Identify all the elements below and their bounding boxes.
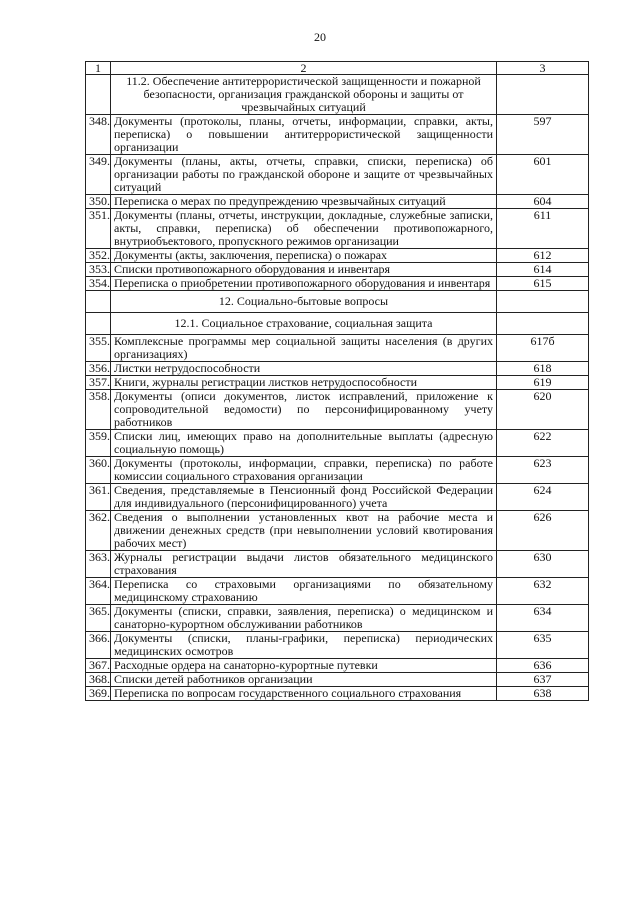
row-text: Комплексные программы мер социальной защиты населения (в других организациях) bbox=[111, 335, 497, 362]
row-reference: 638 bbox=[497, 687, 589, 701]
row-reference: 611 bbox=[497, 209, 589, 249]
row-reference: 624 bbox=[497, 484, 589, 511]
table-row bbox=[86, 551, 589, 578]
header-col-3: 3 bbox=[497, 62, 589, 75]
row-number: 369. bbox=[86, 687, 111, 701]
table-row bbox=[86, 335, 589, 362]
table-row bbox=[86, 362, 589, 376]
header-col-1: 1 bbox=[86, 62, 111, 75]
row-number: 348. bbox=[86, 115, 111, 155]
row-number: 360. bbox=[86, 457, 111, 484]
row-text: Списки детей работников организации bbox=[111, 673, 497, 687]
row-reference: 620 bbox=[497, 390, 589, 430]
row-number: 364. bbox=[86, 578, 111, 605]
row-reference: 617б bbox=[497, 335, 589, 362]
row-text: Документы (протоколы, планы, отчеты, информации, справки, акты, переписка) о повышении антитеррористической защищенности организации bbox=[111, 115, 497, 155]
row-reference: 636 bbox=[497, 659, 589, 673]
row-reference: 619 bbox=[497, 376, 589, 390]
table-row bbox=[86, 155, 589, 195]
table-row bbox=[86, 511, 589, 551]
table-row bbox=[86, 605, 589, 632]
table-row bbox=[86, 687, 589, 701]
row-text: Списки противопожарного оборудования и инвентаря bbox=[111, 263, 497, 277]
row-reference: 612 bbox=[497, 249, 589, 263]
row-number: 356. bbox=[86, 362, 111, 376]
row-reference: 623 bbox=[497, 457, 589, 484]
row-text: Переписка по вопросам государственного социального страхования bbox=[111, 687, 497, 701]
table-row bbox=[86, 659, 589, 673]
row-text: Документы (планы, отчеты, инструкции, докладные, служебные записки, акты, справки, переписка) об обеспечении противопожарного, внутриобъектового, пропускного режимов организации bbox=[111, 209, 497, 249]
row-text: Документы (списки, справки, заявления, переписка) о медицинском и санаторно-курортном обслуживании работников bbox=[111, 605, 497, 632]
row-reference: 632 bbox=[497, 578, 589, 605]
table-row bbox=[86, 376, 589, 390]
row-number: 362. bbox=[86, 511, 111, 551]
table-row bbox=[86, 195, 589, 209]
row-text: Книги, журналы регистрации листков нетрудоспособности bbox=[111, 376, 497, 390]
row-number: 352. bbox=[86, 249, 111, 263]
row-number: 358. bbox=[86, 390, 111, 430]
row-reference: 597 bbox=[497, 115, 589, 155]
row-reference: 635 bbox=[497, 632, 589, 659]
row-number: 350. bbox=[86, 195, 111, 209]
row-number: 368. bbox=[86, 673, 111, 687]
section-heading-row bbox=[86, 75, 589, 115]
row-reference: 614 bbox=[497, 263, 589, 277]
section-12-heading: 12. Социально-бытовые вопросы bbox=[111, 291, 497, 313]
page-number: 20 bbox=[314, 30, 326, 44]
row-number: 365. bbox=[86, 605, 111, 632]
section-heading-row bbox=[86, 291, 589, 313]
table-row bbox=[86, 484, 589, 511]
row-text: Списки лиц, имеющих право на дополнительные выплаты (адресную социальную помощь) bbox=[111, 430, 497, 457]
row-text: Документы (описи документов, листок исправлений, приложение к сопроводительной ведомости) по персонифицированному учету работников bbox=[111, 390, 497, 430]
row-number: 355. bbox=[86, 335, 111, 362]
row-reference: 622 bbox=[497, 430, 589, 457]
row-reference: 618 bbox=[497, 362, 589, 376]
row-text: Сведения о выполнении установленных квот на рабочие места и движении денежных средств (при невыполнении условий квотирования рабочих мест) bbox=[111, 511, 497, 551]
row-reference: 601 bbox=[497, 155, 589, 195]
row-text: Расходные ордера на санаторно-курортные путевки bbox=[111, 659, 497, 673]
row-reference: 615 bbox=[497, 277, 589, 291]
table-row bbox=[86, 632, 589, 659]
row-text: Документы (планы, акты, отчеты, справки, списки, переписка) об организации работы по гражданской обороне и защите от чрезвычайных ситуаций bbox=[111, 155, 497, 195]
table-row bbox=[86, 115, 589, 155]
table-row bbox=[86, 277, 589, 291]
table-header-row bbox=[86, 62, 589, 75]
row-number: 357. bbox=[86, 376, 111, 390]
row-number: 351. bbox=[86, 209, 111, 249]
row-reference: 626 bbox=[497, 511, 589, 551]
records-table bbox=[85, 61, 589, 701]
row-number: 359. bbox=[86, 430, 111, 457]
row-number: 354. bbox=[86, 277, 111, 291]
row-text: Документы (акты, заключения, переписка) о пожарах bbox=[111, 249, 497, 263]
row-number: 363. bbox=[86, 551, 111, 578]
table-row bbox=[86, 578, 589, 605]
row-text: Документы (списки, планы-графики, переписка) периодических медицинских осмотров bbox=[111, 632, 497, 659]
row-text: Переписка о мерах по предупреждению чрезвычайных ситуаций bbox=[111, 195, 497, 209]
section-11-2-heading: 11.2. Обеспечение антитеррористической защищенности и пожарной безопасности, организация гражданской обороны и защиты от чрезвычайных ситуаций bbox=[111, 75, 497, 115]
row-text: Документы (протоколы, информации, справки, переписка) по работе комиссии социального страхования организации bbox=[111, 457, 497, 484]
row-number: 353. bbox=[86, 263, 111, 277]
row-reference: 604 bbox=[497, 195, 589, 209]
section-heading-row bbox=[86, 313, 589, 335]
table-row bbox=[86, 673, 589, 687]
row-number: 367. bbox=[86, 659, 111, 673]
table-row bbox=[86, 390, 589, 430]
section-12-1-heading: 12.1. Социальное страхование, социальная защита bbox=[111, 313, 497, 335]
table-row bbox=[86, 263, 589, 277]
row-reference: 630 bbox=[497, 551, 589, 578]
row-number: 349. bbox=[86, 155, 111, 195]
row-reference: 637 bbox=[497, 673, 589, 687]
row-text: Сведения, представляемые в Пенсионный фонд Российской Федерации для индивидуального (персонифицированного) учета bbox=[111, 484, 497, 511]
row-number: 361. bbox=[86, 484, 111, 511]
row-text: Журналы регистрации выдачи листов обязательного медицинского страхования bbox=[111, 551, 497, 578]
table-row bbox=[86, 209, 589, 249]
table-row bbox=[86, 457, 589, 484]
header-col-2: 2 bbox=[111, 62, 497, 75]
row-text: Переписка со страховыми организациями по обязательному медицинскому страхованию bbox=[111, 578, 497, 605]
table-row bbox=[86, 249, 589, 263]
row-reference: 634 bbox=[497, 605, 589, 632]
row-text: Переписка о приобретении противопожарного оборудования и инвентаря bbox=[111, 277, 497, 291]
table-row bbox=[86, 430, 589, 457]
row-text: Листки нетрудоспособности bbox=[111, 362, 497, 376]
row-number: 366. bbox=[86, 632, 111, 659]
